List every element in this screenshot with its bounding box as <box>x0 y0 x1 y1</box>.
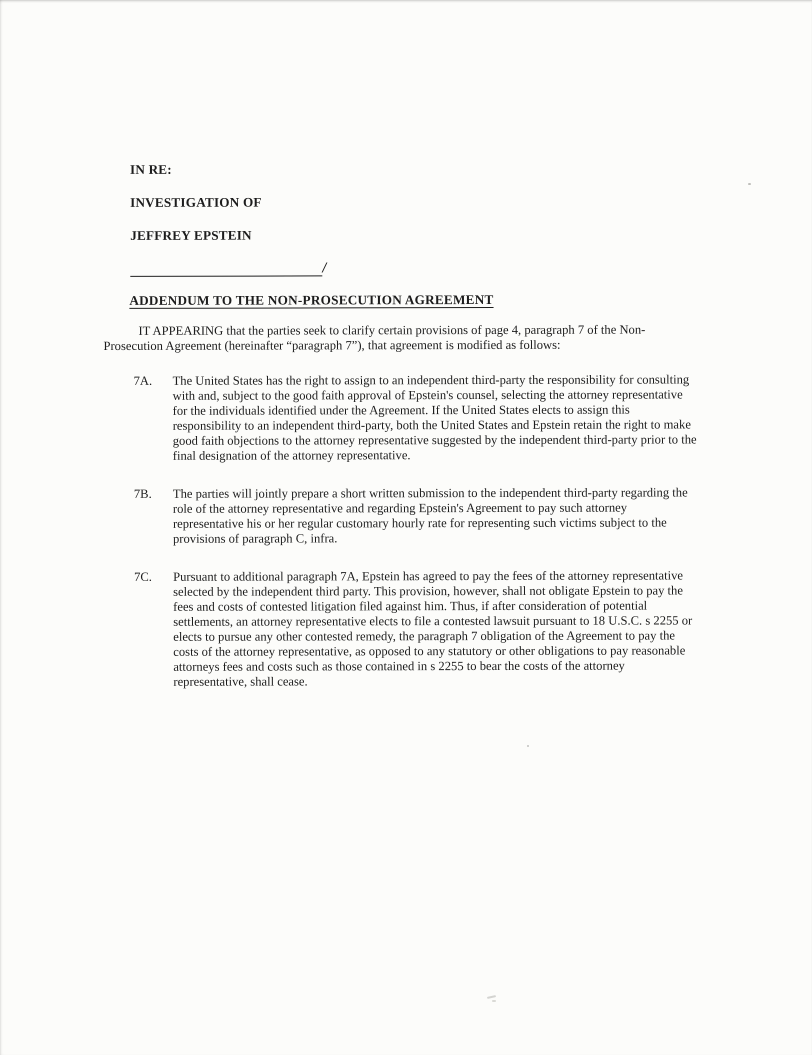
numbered-paragraphs <box>104 372 705 690</box>
scan-speck <box>748 183 751 185</box>
separator-line <box>130 261 322 277</box>
paragraph-7c-number: 7C. <box>134 569 152 584</box>
document-content <box>103 161 704 713</box>
paragraph-7a-number: 7A. <box>133 373 153 388</box>
intro-paragraph: IT APPEARING that the parties seek to clarify certain provisions of page 4, paragraph 7 of the Non-Prosecution Agreement (hereinafter “paragraph 7”), that agreement is modified as follows: <box>103 322 646 353</box>
separator-slash: / <box>321 260 328 277</box>
caption-separator <box>130 260 703 280</box>
scan-speck <box>527 745 529 747</box>
paragraph-7a-text: The United States has the right to assign to an independent third-party the responsibility for consulting with and, subject to the good faith approval of Epstein's counsel, selecting the attorney representative for the individuals identified under the Agreement. If the United States elects to assign this responsibility to an independent third-party, both the United States and Epstein retain the right to make good faith objections to the attorney representative suggested by the independent third-party prior to the final designation of the attorney representative. <box>172 372 697 463</box>
case-caption <box>130 161 703 279</box>
paragraph-7b <box>104 485 704 547</box>
caption-in-re: IN RE: <box>129 161 172 177</box>
paragraph-7a <box>104 372 704 464</box>
paragraph-7c <box>104 568 704 690</box>
paragraph-7c-text: Pursuant to additional paragraph 7A, Epstein has agreed to pay the fees of the attorney representative selected by the independent third party. This provision, however, shall not obligate Epstein to pay the fees and costs of contested litigation filed against him. Thus, if after consideration of potential settlements, an attorney representative elects to file a contested lawsuit pursuant to 18 U.S.C. s 2255 or elects to pursue any other contested remedy, the paragraph 7 obligation of the Agreement to pay the costs of the attorney representative, as opposed to any statutory or other obligations to pay reasonable attorneys fees and costs such as those contained in s 2255 to bear the costs of the attorney representative, shall cease. <box>173 568 693 689</box>
paragraph-7b-text: The parties will jointly prepare a short written submission to the independent third-party regarding the role of the attorney representative and regarding Epstein's Agreement to pay such attorney representative his or her regular customary hourly rate for representing such victims subject to the provisions of paragraph C, infra. <box>172 485 688 546</box>
scan-speck <box>492 1000 496 1002</box>
caption-jeffrey-epstein: JEFFREY EPSTEIN <box>130 227 252 243</box>
caption-investigation-of: INVESTIGATION OF <box>130 194 262 210</box>
paragraph-7b-number: 7B. <box>133 486 152 501</box>
scan-speck <box>487 995 496 999</box>
document-title: ADDENDUM TO THE NON-PROSECUTION AGREEMENT <box>129 291 494 308</box>
